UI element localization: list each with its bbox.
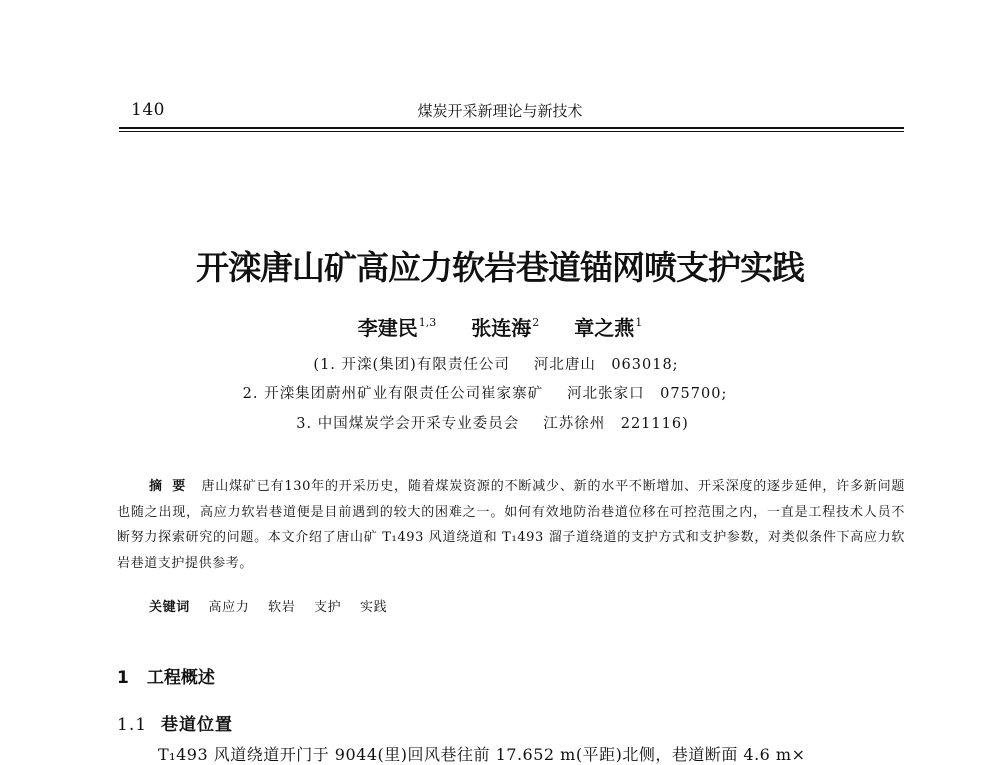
- section-title: 工程概述: [146, 668, 215, 688]
- abstract: [117, 474, 905, 576]
- abstract-text: 唐山煤矿已有130年的开采历史，随着煤炭资源的不断减少、新的水平不断增加、开采深度的逐步延伸，许多新问题也随之出现，高应力软岩巷道便是目前遇到的较大的困难之一。如何有效地防治巷道位移在可控范围之内，一直是工程技术人员不断努力探索研究的问题。本文介绍了唐山矿 T₁493 风道绕道和 T₁493 溜子道绕道的支护方式和支护参数，对类似条件下高应力软岩巷道支护提供参考。: [117, 479, 905, 571]
- affiliation-1: [0, 353, 1000, 374]
- author-3: [574, 316, 642, 340]
- affiliation-2: [0, 382, 1000, 403]
- author-1: [358, 316, 437, 340]
- affiliation-3: [0, 412, 1000, 433]
- affiliation-org: (1. 开滦(集团)有限责任公司: [313, 357, 510, 373]
- affiliation-location: 河北张家口 075700;: [567, 386, 728, 402]
- keyword: 实践: [359, 600, 388, 615]
- keyword: 支护: [314, 600, 342, 615]
- keyword: 高应力: [208, 600, 250, 615]
- author-2: [471, 316, 539, 340]
- header-rule-thick: [119, 127, 904, 129]
- subsection-heading-1-1: [117, 710, 233, 735]
- author-affil-mark: 1,3: [418, 316, 437, 329]
- subsection-number: 1.1: [117, 715, 148, 735]
- page-number: 140: [131, 100, 165, 120]
- section-number: 1: [117, 668, 129, 688]
- article-title: 开滦唐山矿高应力软岩巷道锚网喷支护实践: [196, 248, 804, 287]
- affiliation-org: 3. 中国煤炭学会开采专业委员会: [296, 416, 520, 432]
- author-affil-mark: 2: [532, 316, 540, 329]
- author-name: 李建民: [357, 316, 418, 340]
- keywords: [149, 596, 401, 615]
- author-name: 章之燕: [574, 316, 635, 340]
- abstract-label: 摘要: [149, 479, 196, 494]
- affiliation-location: 江苏徐州 221116): [543, 416, 689, 432]
- running-head: 煤炭开采新理论与新技术: [417, 102, 583, 120]
- section-heading-1: [117, 663, 215, 688]
- subsection-title: 巷道位置: [161, 715, 234, 735]
- author-affil-mark: 1: [635, 316, 643, 329]
- author-name: 张连海: [471, 316, 532, 340]
- keyword: 软岩: [268, 600, 296, 615]
- keywords-label: 关键词: [149, 600, 190, 615]
- body-text-line: T₁493 风道绕道开门于 9044(里)回风巷往前 17.652 m(平距)北侧，巷道断面 4.6 m×: [158, 745, 806, 764]
- header-rule-thin: [119, 131, 904, 132]
- affiliation-location: 河北唐山 063018;: [533, 357, 679, 373]
- affiliation-org: 2. 开滦集团蔚州矿业有限责任公司崔家寨矿: [242, 386, 544, 402]
- author-line: [0, 312, 1000, 341]
